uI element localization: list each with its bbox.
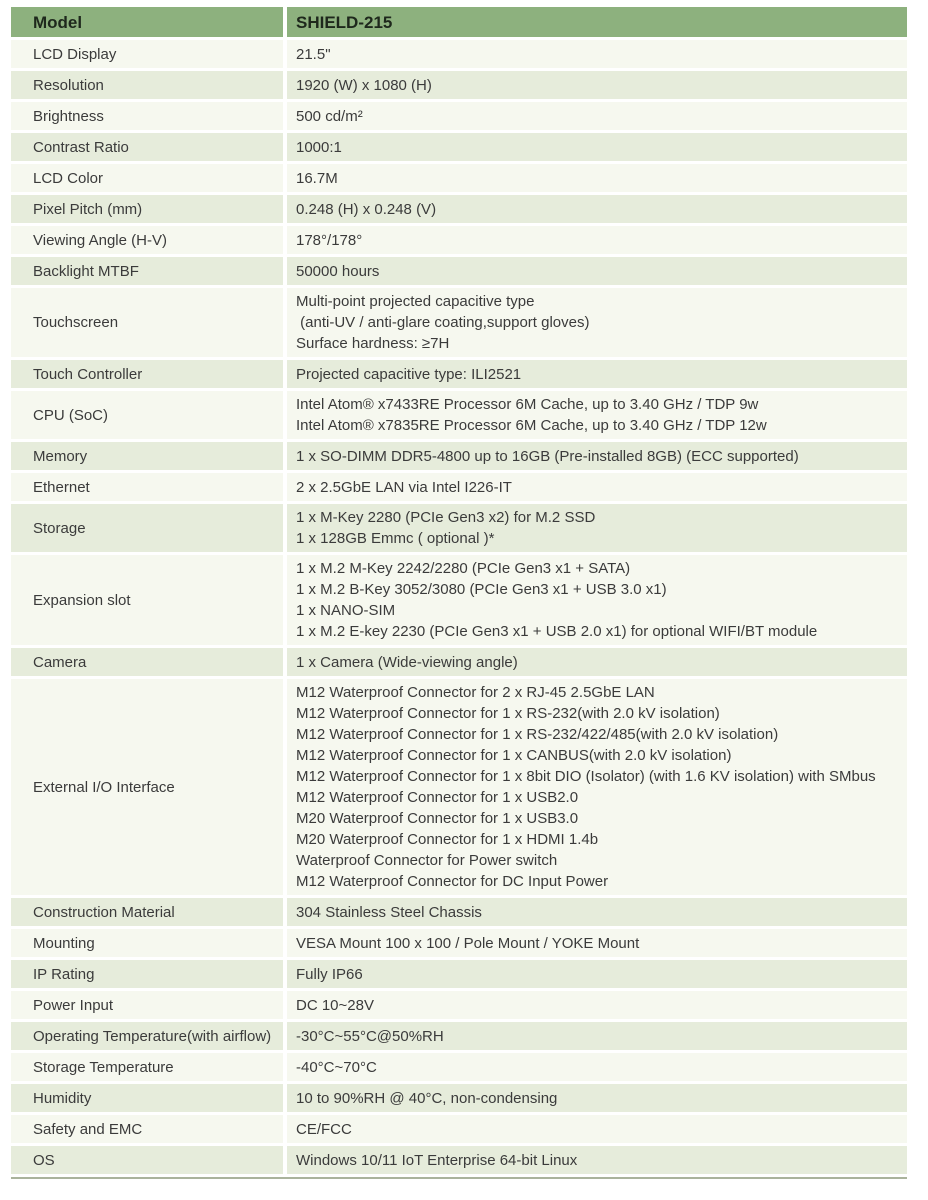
table-row-os: [11, 1146, 907, 1174]
spec-value: 50000 hours: [287, 257, 907, 285]
spec-label: Backlight MTBF: [11, 257, 283, 285]
spec-value: DC 10~28V: [287, 991, 907, 1019]
spec-value: Intel Atom® x7433RE Processor 6M Cache, up to 3.40 GHz / TDP 9w Intel Atom® x7835RE Processor 6M Cache, up to 3.40 GHz / TDP 12w: [287, 391, 907, 439]
spec-value: 500 cd/m²: [287, 102, 907, 130]
spec-value: 1 x Camera (Wide-viewing angle): [287, 648, 907, 676]
spec-label: Memory: [11, 442, 283, 470]
spec-value: 2 x 2.5GbE LAN via Intel I226-IT: [287, 473, 907, 501]
spec-label: Viewing Angle (H-V): [11, 226, 283, 254]
spec-label: Pixel Pitch (mm): [11, 195, 283, 223]
spec-value: Windows 10/11 IoT Enterprise 64-bit Linux: [287, 1146, 907, 1174]
spec-label: Mounting: [11, 929, 283, 957]
table-row-touch-controller: [11, 360, 907, 388]
spec-value: M12 Waterproof Connector for 2 x RJ-45 2.5GbE LAN M12 Waterproof Connector for 1 x RS-232(with 2.0 kV isolation) M12 Waterproof Connector for 1 x RS-232/422/485(with 2.0 kV isolation) M12 Waterproof Connector for 1 x CANBUS(with 2.0 kV isolation) M12 Waterproof Connector for 1 x 8bit DIO (Isolator) (with 1.6 KV isolation) with SMbus M12 Waterproof Connector for 1 x USB2.0 M20 Waterproof Connector for 1 x USB3.0 M20 Waterproof Connector for 1 x HDMI 1.4b Waterproof Connector for Power switch M12 Waterproof Connector for DC Input Power: [287, 679, 907, 895]
spec-label: Storage Temperature: [11, 1053, 283, 1081]
table-row-camera: [11, 648, 907, 676]
spec-label: External I/O Interface: [11, 679, 283, 895]
table-row-storage-temperature: [11, 1053, 907, 1081]
spec-value: 1 x M.2 M-Key 2242/2280 (PCIe Gen3 x1 + SATA) 1 x M.2 B-Key 3052/3080 (PCIe Gen3 x1 + USB 3.0 x1) 1 x NANO-SIM 1 x M.2 E-key 2230 (PCIe Gen3 x1 + USB 2.0 x1) for optional WIFI/BT module: [287, 555, 907, 645]
spec-value: Multi-point projected capacitive type (anti-UV / anti-glare coating,support gloves) Surface hardness: ≥7H: [287, 288, 907, 357]
spec-label: Touchscreen: [11, 288, 283, 357]
table-row-expansion-slot: [11, 555, 907, 645]
spec-label: Touch Controller: [11, 360, 283, 388]
table-header-row: [11, 7, 907, 37]
spec-value: -30°C~55°C@50%RH: [287, 1022, 907, 1050]
spec-value: 178°/178°: [287, 226, 907, 254]
spec-value: 10 to 90%RH @ 40°C, non-condensing: [287, 1084, 907, 1112]
table-row-ethernet: [11, 473, 907, 501]
table-row-memory: [11, 442, 907, 470]
table-row-lcd-color: [11, 164, 907, 192]
product-name-header-cell: SHIELD-215: [287, 7, 907, 37]
table-row-mounting: [11, 929, 907, 957]
spec-value: 1920 (W) x 1080 (H): [287, 71, 907, 99]
spec-label: Storage: [11, 504, 283, 552]
spec-value: 16.7M: [287, 164, 907, 192]
table-row-external-io: [11, 679, 907, 895]
spec-value: 1 x SO-DIMM DDR5-4800 up to 16GB (Pre-installed 8GB) (ECC supported): [287, 442, 907, 470]
table-row-construction-material: [11, 898, 907, 926]
table-row-resolution: [11, 71, 907, 99]
table-row-operating-temperature: [11, 1022, 907, 1050]
table-row-pixel-pitch: [11, 195, 907, 223]
table-row-cpu: [11, 391, 907, 439]
table-row-humidity: [11, 1084, 907, 1112]
spec-value: 0.248 (H) x 0.248 (V): [287, 195, 907, 223]
table-row-safety-emc: [11, 1115, 907, 1143]
spec-label: Ethernet: [11, 473, 283, 501]
spec-value: VESA Mount 100 x 100 / Pole Mount / YOKE Mount: [287, 929, 907, 957]
spec-label: LCD Display: [11, 40, 283, 68]
spec-value: Projected capacitive type: ILI2521: [287, 360, 907, 388]
table-row-contrast-ratio: [11, 133, 907, 161]
table-row-backlight-mtbf: [11, 257, 907, 285]
table-row-viewing-angle: [11, 226, 907, 254]
table-row-brightness: [11, 102, 907, 130]
spec-value: Fully IP66: [287, 960, 907, 988]
spec-label: Humidity: [11, 1084, 283, 1112]
spec-label: Brightness: [11, 102, 283, 130]
spec-label: IP Rating: [11, 960, 283, 988]
table-row-touchscreen: [11, 288, 907, 357]
table-row-lcd-display: [11, 40, 907, 68]
spec-value: 1 x M-Key 2280 (PCIe Gen3 x2) for M.2 SSD 1 x 128GB Emmc ( optional )*: [287, 504, 907, 552]
table-row-power-input: [11, 991, 907, 1019]
table-row-storage: [11, 504, 907, 552]
model-header-cell: Model: [11, 7, 283, 37]
table-row-ip-rating: [11, 960, 907, 988]
spec-label: Operating Temperature(with airflow): [11, 1022, 283, 1050]
spec-label: Contrast Ratio: [11, 133, 283, 161]
spec-value: 304 Stainless Steel Chassis: [287, 898, 907, 926]
spec-value: 21.5": [287, 40, 907, 68]
spec-value: 1000:1: [287, 133, 907, 161]
spec-label: Camera: [11, 648, 283, 676]
spec-table: [11, 7, 907, 1179]
spec-value: CE/FCC: [287, 1115, 907, 1143]
spec-value: -40°C~70°C: [287, 1053, 907, 1081]
spec-label: Resolution: [11, 71, 283, 99]
spec-label: Safety and EMC: [11, 1115, 283, 1143]
spec-label: OS: [11, 1146, 283, 1174]
spec-label: CPU (SoC): [11, 391, 283, 439]
spec-label: Power Input: [11, 991, 283, 1019]
spec-label: Expansion slot: [11, 555, 283, 645]
spec-label: LCD Color: [11, 164, 283, 192]
spec-label: Construction Material: [11, 898, 283, 926]
